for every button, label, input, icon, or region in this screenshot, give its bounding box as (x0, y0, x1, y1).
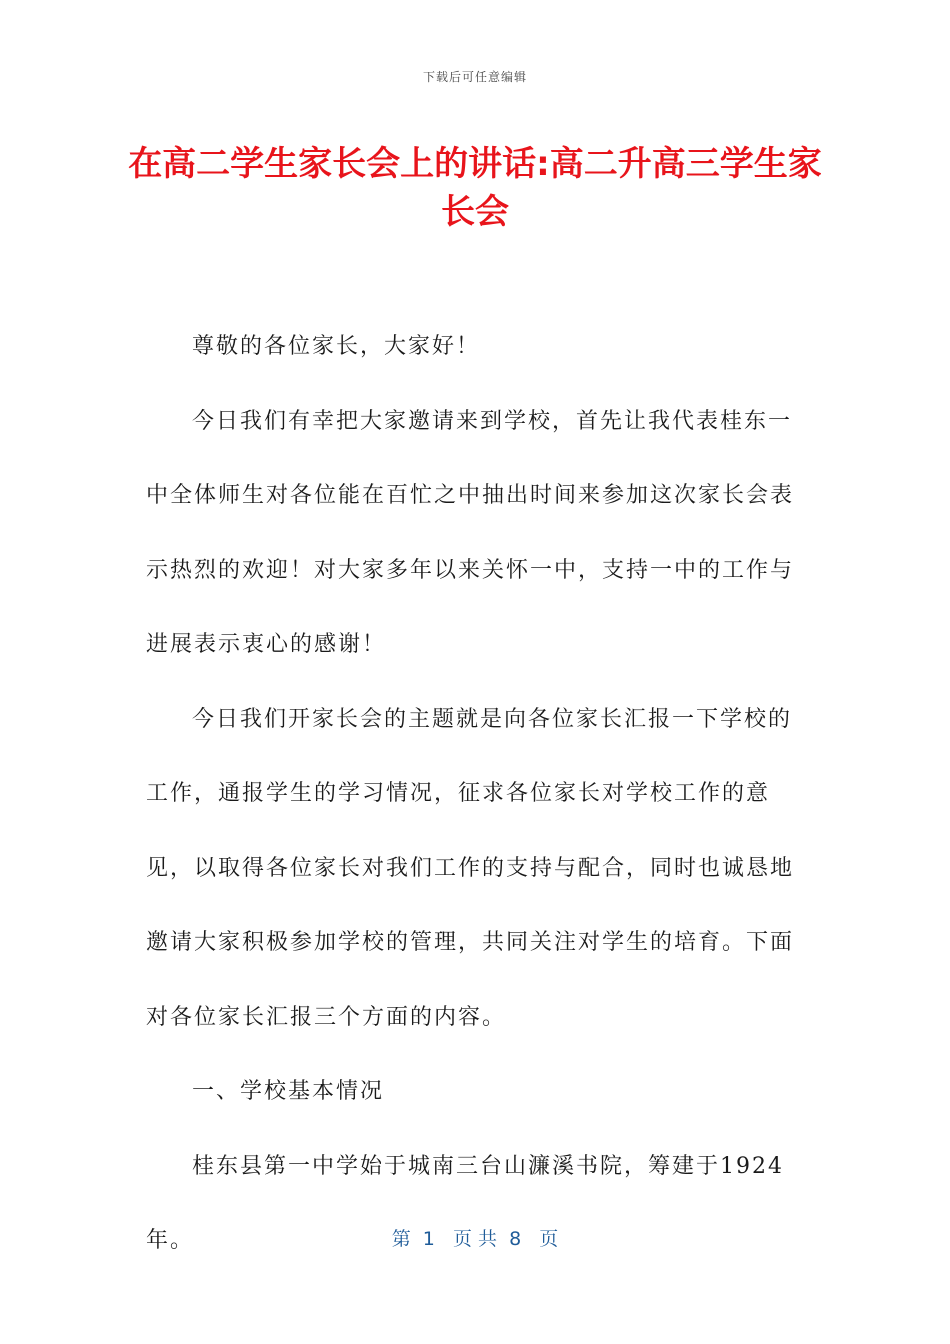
document-title: 在高二学生家长会上的讲话:高二升高三学生家长会 (128, 144, 822, 232)
paragraph-welcome: 今日我们有幸把大家邀请来到学校，首先让我代表桂东一中全体师生对各位能在百忙之中抽出时间来参加这次家长会表示热烈的欢迎！对大家多年以来关怀一中，支持一中的工作与进展表示衷心的感谢！ (146, 408, 795, 657)
paragraph-school-history: 桂东县第一中学始于城南三台山濂溪书院，筹建于1924年。 (146, 1153, 784, 1253)
header-note: 下载后可任意编辑 (422, 70, 527, 84)
page-number-footer: 第 1 页 共 8 页 (391, 1228, 559, 1250)
document-body (146, 310, 802, 1279)
section-heading: 一、学校基本情况 (192, 1079, 385, 1104)
paragraph-theme: 今日我们开家长会的主题就是向各位家长汇报一下学校的工作，通报学生的学习情况，征求各位家长对学校工作的意见，以取得各位家长对我们工作的支持与配合，同时也诚恳地邀请大家积极参加学校的管理，共同关注对学生的培育。下面对各位家长汇报三个方面的内容。 (146, 706, 795, 1030)
paragraph-greeting: 尊敬的各位家长，大家好！ (192, 334, 481, 359)
